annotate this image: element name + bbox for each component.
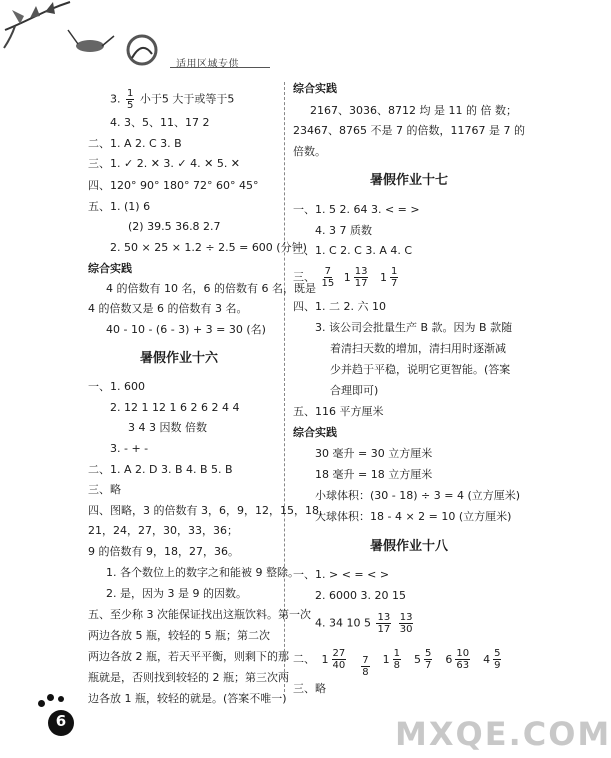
answer-line: 三、 $\frac{7}{15}$ 1 $\frac{13}{17}$ 1 $\frac{1}{7}$ [293,266,403,289]
mixed-number: 1 $\frac{27}{40}$ [321,648,346,671]
answer-line: 边各放 1 瓶，较轻的就是。(答案不唯一) [88,692,287,705]
answer-line: 2. 12 1 12 1 6 2 6 2 4 4 [110,401,240,414]
column-divider [284,82,285,692]
header-underline [170,67,270,68]
answer-line: 四、1. 二 2. 六 10 [293,300,386,313]
answer-line: 一、1. 600 [88,380,145,393]
page-number-badge [38,698,78,738]
answer-line: 9 的倍数有 9，18，27，36。 [88,545,239,558]
answer-line: 两边各放 5 瓶，较轻的 5 瓶；第二次 [88,629,270,642]
answer-line: 二、1. C 2. C 3. A 4. C [293,244,413,257]
answer-line: 瓶就是，否则找到较轻的 2 瓶；第三次两 [88,671,289,684]
answer-line: 小球体积：(30 - 18) ÷ 3 = 4 (立方厘米) [315,489,521,502]
answer-line: 四、图略，3 的倍数有 3，6，9，12，15，18， [88,504,330,517]
answer-line: 一、1. > < = < > [293,568,390,581]
fraction: $\frac{1}{5}$ [127,88,134,111]
answer-line: 3. $\frac{1}{5}$ 小于5 大于或等于5 [110,88,235,111]
paw-dot [47,694,54,701]
answer-line: 21，24，27，30，33，36； [88,524,238,537]
answer-line: 一、1. 5 2. 64 3. < = > [293,203,420,216]
answer-line: 两边各放 2 瓶，若天平平衡，则剩下的那 [88,650,289,663]
answer-line: 30 毫升 = 30 立方厘米 [315,447,433,460]
answer-line: 1. 各个数位上的数字之和能被 9 整除。 [106,566,299,579]
answer-line: 二、1. A 2. D 3. B 4. B 5. B [88,463,233,476]
answer-line: 4 的倍数有 10 名，6 的倍数有 6 名，既是 [106,282,316,295]
answer-line: 三、1. ✓ 2. ✕ 3. ✓ 4. ✕ 5. ✕ [88,157,241,170]
answer-line: 2167、3036、8712 均 是 11 的 倍 数； [310,104,517,117]
answer-line: 4. 3 7 质数 [315,224,372,237]
page-number: 6 [55,712,67,730]
answer-line: 着清扫天数的增加，清扫用时逐渐减 [330,342,506,355]
section-title: 暑假作业十八 [370,539,449,554]
answer-line: 2. 50 × 25 × 1.2 ÷ 2.5 = 600 (分钟) [110,241,307,254]
answer-line: 4. 34 10 5 $\frac{13}{17}$ $\frac{13}{30}$ [315,612,413,635]
mixed-number: 6 $\frac{10}{63}$ [445,648,470,671]
fraction: $\frac{13}{30}$ [399,612,413,635]
mixed-number: 1 $\frac{13}{17}$ [343,266,368,289]
header-title: 适用区域专供 [176,59,239,70]
answer-line: 三、略 [88,483,121,496]
answer-line: 二、1. A 2. C 3. B [88,137,182,150]
answer-line: 3. - + - [110,442,149,455]
answer-line: 4 的倍数又是 6 的倍数有 3 名。 [88,302,248,315]
watermark: MXQE.COM [395,715,611,753]
answer-line: 40 - 10 - (6 - 3) + 3 = 30 (名) [106,323,266,336]
answer-line: 大球体积：18 - 4 × 2 = 10 (立方厘米) [315,510,512,523]
paw-dot [58,696,64,702]
answer-line: 2. 是，因为 3 是 9 的因数。 [106,587,247,600]
answer-line: (2) 39.5 36.8 2.7 [128,220,221,233]
answer-line: 五、1. (1) 6 [88,200,151,213]
answer-line: 三、略 [293,682,326,695]
answer-line: 五、至少称 3 次能保证找出这瓶饮料。第一次 [88,608,311,621]
answer-line: 23467、8765 不是 7 的倍数，11767 是 7 的 [293,124,525,137]
answer-line: 四、120° 90° 180° 72° 60° 45° [88,179,259,192]
mixed-number: 1 $\frac{1}{8}$ [382,648,400,671]
answer-line: 2. 6000 3. 20 15 [315,589,406,602]
ink-branch-decoration [0,0,170,78]
section-title: 暑假作业十七 [370,173,449,188]
section-label: 综合实践 [293,426,337,439]
answer-line: 倍数。 [293,145,326,158]
section-label: 综合实践 [88,262,132,275]
answer-line: 4. 3、5、11、17 2 [110,116,210,129]
answer-line: 3 4 3 因数 倍数 [128,421,207,434]
answer-line: 18 毫升 = 18 立方厘米 [315,468,433,481]
answer-line: 合理即可) [330,384,379,397]
fraction: $\frac{13}{17}$ [377,612,391,635]
answer-line: 五、116 平方厘米 [293,405,384,418]
section-title: 暑假作业十六 [140,351,219,366]
mixed-number: 1 $\frac{1}{7}$ [379,266,398,289]
mixed-number: $\frac{7}{8}$ [362,654,369,678]
answer-line: 3. 该公司会批量生产 B 款。因为 B 款随 [315,321,513,334]
mixed-number: 5 $\frac{5}{7}$ [413,648,432,671]
fraction: $\frac{7}{15}$ [321,266,335,289]
paw-dot [38,700,45,707]
answer-line: 少并趋于平稳，说明它更智能。(答案 [330,363,511,376]
mixed-number: 4 $\frac{5}{9}$ [483,648,501,671]
answer-line: 二、 1 $\frac{27}{40}$ $\frac{7}{8}$ 1 $\frac{1}{8}$ 5 $\frac{5}{7}$ 6 $\frac{10}{63}$ 4 $\frac{5}{9}$ [293,648,511,678]
page-header [0,0,565,78]
section-label: 综合实践 [293,82,337,95]
